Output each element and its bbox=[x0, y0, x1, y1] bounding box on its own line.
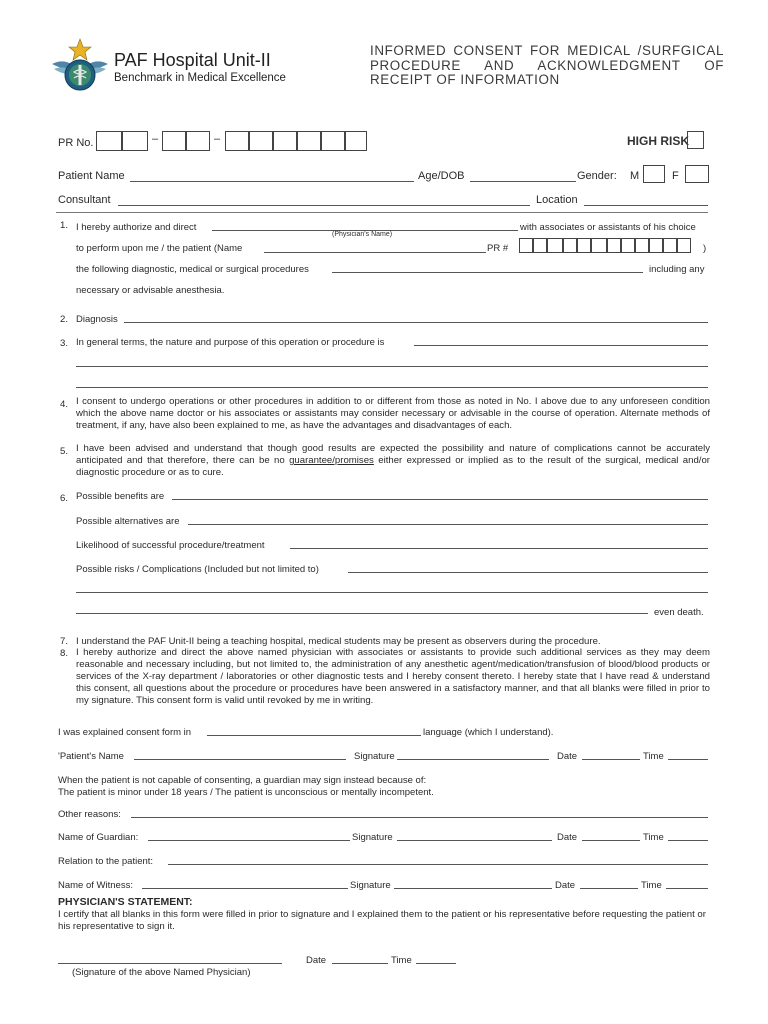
gender-m-label: M bbox=[630, 170, 640, 182]
section-3-text: In general terms, the nature and purpose of this operation or procedure is bbox=[76, 337, 385, 348]
section-number: 2. bbox=[60, 314, 69, 325]
location-field[interactable] bbox=[584, 205, 708, 206]
procedure-purpose-field[interactable] bbox=[414, 345, 708, 346]
divider bbox=[56, 212, 708, 213]
patient-name-field[interactable] bbox=[264, 252, 486, 253]
gender-f-checkbox[interactable] bbox=[685, 165, 709, 183]
pr-box[interactable] bbox=[297, 131, 321, 151]
likelihood-label: Likelihood of successful procedure/treatment bbox=[76, 540, 265, 551]
signature-label: Signature bbox=[352, 832, 393, 843]
likelihood-field[interactable] bbox=[290, 548, 708, 549]
section-5-text-b: either expressed or implied as to the result of the surgical, medical and/or diagnostic procedure or as to cure. bbox=[76, 455, 711, 478]
procedure-purpose-field[interactable] bbox=[76, 366, 708, 367]
procedure-purpose-field[interactable] bbox=[76, 387, 708, 388]
pr-box[interactable] bbox=[563, 238, 577, 253]
pr-box[interactable] bbox=[533, 238, 547, 253]
section-number: 7. bbox=[60, 636, 69, 647]
pr-box[interactable] bbox=[273, 131, 297, 151]
section-number: 3. bbox=[60, 338, 69, 349]
risks-field[interactable] bbox=[76, 613, 648, 614]
pr-box[interactable] bbox=[663, 238, 677, 253]
patient-date-field[interactable] bbox=[582, 759, 640, 760]
other-reasons-label: Other reasons: bbox=[58, 809, 121, 820]
physician-statement-heading: PHYSICIAN'S STATEMENT: bbox=[58, 896, 193, 908]
pr-no-label: PR No. bbox=[58, 137, 94, 149]
date-label: Date bbox=[557, 751, 578, 762]
alternatives-label: Possible alternatives are bbox=[76, 516, 180, 527]
witness-name-field[interactable] bbox=[142, 888, 348, 889]
hospital-tagline: Benchmark in Medical Excellence bbox=[114, 72, 286, 84]
physician-name-hint: (Physician's Name) bbox=[332, 231, 393, 238]
section-1-text: I hereby authorize and direct bbox=[76, 222, 197, 233]
section-8-text: I hereby authorize and direct the above named physician with associates or assistants to provide such additional services as they may deem reasonable and necessary including, but not limited to, the administration of any anesthetic agent/medication/transfusion of blood/blood products or services of the X-ray department / laboratories or other diagnostic tests and I hereby consent thereto. I hereby state that I have read & understand this consent, all questions about the procedure or procedures have been answered in a satisfactory manner, and that all blanks were filled in prior to my signature. This consent form is valid until revoked by me in writing. bbox=[76, 647, 710, 706]
guardian-time-field[interactable] bbox=[668, 840, 708, 841]
language-label: language (which I understand). bbox=[423, 727, 554, 738]
time-label: Time bbox=[643, 832, 664, 843]
pr-dash: – bbox=[214, 133, 221, 145]
diagnosis-label: Diagnosis bbox=[76, 314, 118, 325]
pr-box[interactable] bbox=[635, 238, 649, 253]
consultant-label: Consultant bbox=[58, 194, 111, 206]
pr-box[interactable] bbox=[162, 131, 186, 151]
guardian-date-field[interactable] bbox=[582, 840, 640, 841]
pr-box[interactable] bbox=[621, 238, 635, 253]
physician-statement-text: I certify that all blanks in this form were filled in prior to signature and I explained them to the patient or his representative before requesting the patient or his representative to sign it. bbox=[58, 909, 706, 932]
guardian-name-label: Name of Guardian: bbox=[58, 832, 139, 843]
pr-box[interactable] bbox=[677, 238, 691, 253]
physician-signature-label: (Signature of the above Named Physician) bbox=[72, 967, 251, 978]
hospital-name: PAF Hospital Unit-II bbox=[114, 50, 271, 70]
guardian-signature-field[interactable] bbox=[397, 840, 552, 841]
high-risk-checkbox[interactable] bbox=[687, 131, 704, 149]
guardian-name-field[interactable] bbox=[148, 840, 350, 841]
pr-box[interactable] bbox=[321, 131, 345, 151]
section-1-text: to perform upon me / the patient (Name bbox=[76, 243, 243, 254]
patient-name-field[interactable] bbox=[130, 181, 414, 182]
benefits-field[interactable] bbox=[172, 499, 708, 500]
risks-label: Possible risks / Complications (Included but not limited to) bbox=[76, 564, 319, 575]
patient-time-field[interactable] bbox=[668, 759, 708, 760]
procedures-field[interactable] bbox=[332, 272, 643, 273]
explained-in-label: I was explained consent form in bbox=[58, 727, 192, 738]
risks-field[interactable] bbox=[76, 592, 708, 593]
date-label: Date bbox=[555, 880, 576, 891]
patient-name-sig-field[interactable] bbox=[134, 759, 346, 760]
section-5-text-a: I have been advised and understand that though good results are expected the possibility and nature of complications cannot be accurately anticipated and that therefore, there can be no bbox=[76, 443, 710, 466]
guarantee-text: guarantee/promises bbox=[289, 455, 374, 466]
time-label: Time bbox=[641, 880, 662, 891]
hospital-logo-icon bbox=[50, 38, 110, 96]
relation-label: Relation to the patient: bbox=[58, 856, 154, 867]
patient-name-label: Patient Name bbox=[58, 170, 125, 182]
section-4-text: I consent to undergo operations or other procedures in addition to or different from those as noted in No. I above due to any unforeseen condition which the above name doctor or his associates or assistants may consider necessary or advisable in the course of operation. Alternate methods of treatment, if any, have also been explained to me, as have the advantages and disadvantages of each. bbox=[76, 396, 710, 431]
high-risk-label: HIGH RISK bbox=[627, 134, 690, 148]
consultant-field[interactable] bbox=[118, 205, 530, 206]
gender-m-checkbox[interactable] bbox=[643, 165, 665, 183]
section-number: 4. bbox=[60, 399, 69, 410]
pr-hash-label: PR # bbox=[487, 243, 509, 254]
section-1-text: the following diagnostic, medical or surgical procedures bbox=[76, 264, 309, 275]
section-1-text: ) bbox=[703, 243, 707, 254]
pr-box[interactable] bbox=[122, 131, 148, 151]
risks-field[interactable] bbox=[348, 572, 708, 573]
diagnosis-field[interactable] bbox=[124, 322, 708, 323]
gender-label: Gender: bbox=[577, 170, 617, 182]
pr-box[interactable] bbox=[607, 238, 621, 253]
witness-name-label: Name of Witness: bbox=[58, 880, 133, 891]
pr-box[interactable] bbox=[547, 238, 563, 253]
pr-box[interactable] bbox=[577, 238, 591, 253]
relation-field[interactable] bbox=[168, 864, 708, 865]
signature-label: Signature bbox=[350, 880, 391, 891]
date-label: Date bbox=[306, 955, 327, 966]
location-label: Location bbox=[536, 194, 578, 206]
physician-signature-field[interactable] bbox=[58, 963, 282, 964]
patient-signature-field[interactable] bbox=[397, 759, 549, 760]
physician-time-field[interactable] bbox=[416, 963, 456, 964]
guardian-note: The patient is minor under 18 years / The patient is unconscious or mentally incompetent. bbox=[58, 787, 434, 798]
gender-f-label: F bbox=[672, 170, 679, 182]
pr-box[interactable] bbox=[249, 131, 273, 151]
alternatives-field[interactable] bbox=[188, 524, 708, 525]
age-dob-label: Age/DOB bbox=[418, 170, 465, 182]
section-7-text: I understand the PAF Unit-II being a teaching hospital, medical students may be present as observers during the procedure. bbox=[76, 636, 601, 647]
pr-box[interactable] bbox=[186, 131, 210, 151]
pr-box[interactable] bbox=[345, 131, 367, 151]
guardian-note: When the patient is not capable of consenting, a guardian may sign instead because of: bbox=[58, 775, 427, 786]
witness-time-field[interactable] bbox=[666, 888, 708, 889]
section-1-text: including any bbox=[649, 264, 705, 275]
age-dob-field[interactable] bbox=[470, 181, 576, 182]
pr-box[interactable] bbox=[96, 131, 122, 151]
benefits-label: Possible benefits are bbox=[76, 491, 165, 502]
section-number: 5. bbox=[60, 446, 69, 457]
physician-date-field[interactable] bbox=[332, 963, 388, 964]
pr-box[interactable] bbox=[225, 131, 249, 151]
other-reasons-field[interactable] bbox=[131, 817, 708, 818]
section-1-text: with associates or assistants of his choice bbox=[520, 222, 696, 233]
section-number: 1. bbox=[60, 220, 69, 231]
pr-box[interactable] bbox=[649, 238, 663, 253]
date-label: Date bbox=[557, 832, 578, 843]
signature-label: Signature bbox=[354, 751, 395, 762]
pr-dash: – bbox=[152, 133, 159, 145]
language-field[interactable] bbox=[207, 735, 421, 736]
witness-signature-field[interactable] bbox=[394, 888, 552, 889]
section-1-text: necessary or advisable anesthesia. bbox=[76, 285, 225, 296]
time-label: Time bbox=[643, 751, 664, 762]
patient-name-sig-label: 'Patient's Name bbox=[58, 751, 124, 762]
witness-date-field[interactable] bbox=[580, 888, 638, 889]
time-label: Time bbox=[391, 955, 412, 966]
section-number: 8. bbox=[60, 648, 69, 659]
even-death-text: even death. bbox=[654, 607, 704, 618]
section-5-text bbox=[76, 443, 710, 479]
section-number: 6. bbox=[60, 493, 69, 504]
pr-box[interactable] bbox=[519, 238, 533, 253]
form-title: INFORMED CONSENT FOR MEDICAL /SURFGICAL PROCEDURE AND ACKNOWLEDGMENT OF RECEIPT OF INFORMATION bbox=[370, 43, 724, 87]
pr-box[interactable] bbox=[591, 238, 607, 253]
